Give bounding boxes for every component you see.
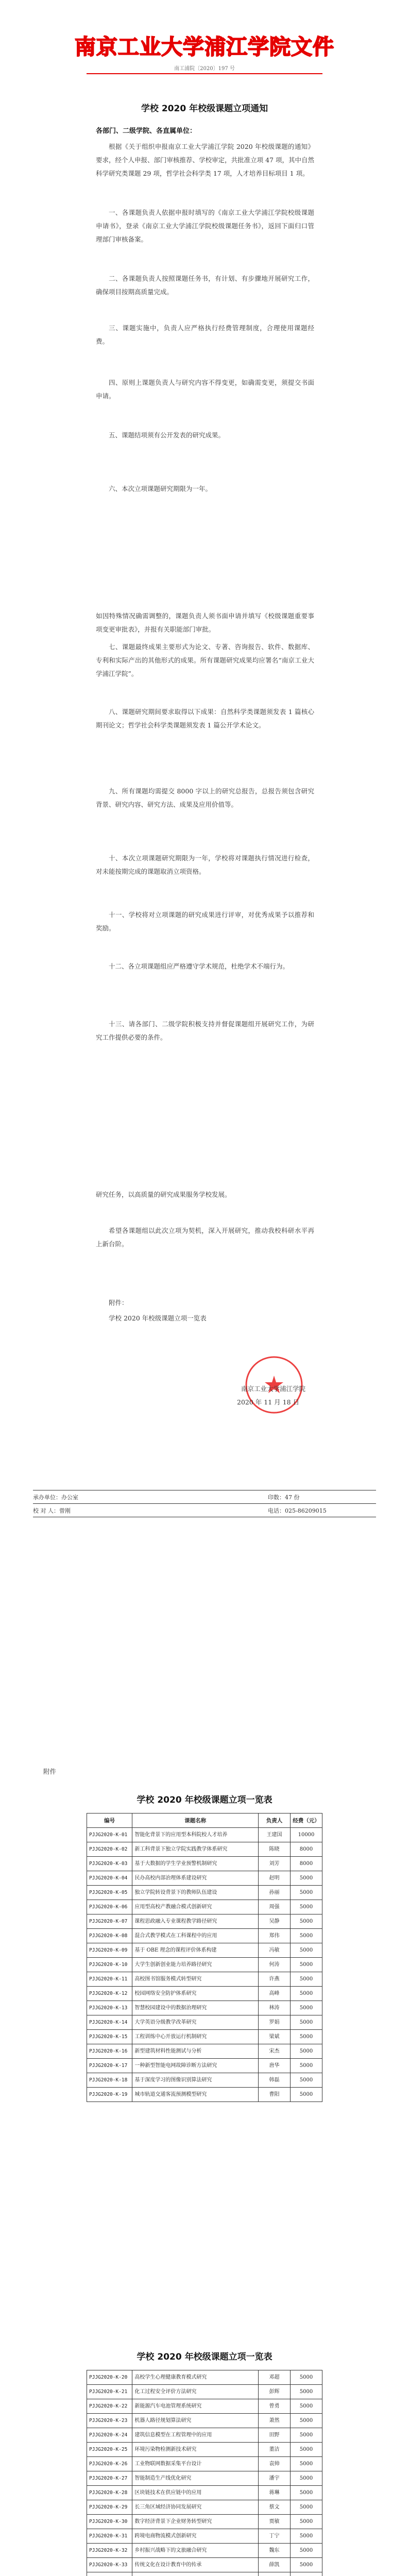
project-leader: 曹阳	[259, 2088, 291, 2102]
table-row	[87, 2370, 322, 2385]
project-name: 数字经济背景下企业财务转型研究	[132, 2515, 259, 2529]
table-row	[87, 1886, 322, 1900]
notice-paragraph: 六、本次立项课题研究期限为一年。	[109, 485, 212, 493]
footer-proofreader: 校 对 人：曾刚	[33, 1507, 71, 1514]
project-funding: 5000	[291, 2414, 322, 2428]
project-code: PJJG2020-K-17	[87, 2059, 132, 2073]
notice-page-2	[0, 579, 409, 1157]
table-row	[87, 2059, 322, 2073]
project-leader: 董洁	[259, 2443, 291, 2457]
project-name: 工程训练中心开放运行机制研究	[132, 2030, 259, 2044]
project-funding: 5000	[291, 2558, 322, 2572]
project-code: PJJG2020-K-15	[87, 2030, 132, 2044]
table-row	[87, 2044, 322, 2059]
project-name: 民办高校内部治理体系建设研究	[132, 1871, 259, 1886]
project-funding: 5000	[291, 2030, 322, 2044]
project-funding: 5000	[291, 1943, 322, 1958]
notice-paragraph: 十二、各立项课题组应严格遵守学术规范，杜绝学术不端行为。	[109, 962, 289, 970]
project-name: 乡村振兴战略下的文旅融合研究	[132, 2544, 259, 2558]
project-name: 环境污染物检测新技术研究	[132, 2443, 259, 2457]
project-funding: 5000	[291, 1929, 322, 1943]
project-name: 应用型高校产教融合模式创新研究	[132, 1900, 259, 1914]
project-leader: 郑伟	[259, 1929, 291, 1943]
project-funding: 5000	[291, 2015, 322, 2030]
project-code	[87, 2572, 132, 2576]
footer-department: 承办单位：办公室	[33, 1494, 78, 1501]
project-name: 建筑信息模型在工程管理中的应用	[132, 2428, 259, 2443]
project-leader: 许燕	[259, 1972, 291, 1987]
project-leader: 刘芳	[259, 1857, 291, 1871]
project-funding: 5000	[291, 2515, 322, 2529]
table-row	[87, 1900, 322, 1914]
project-name: 城市轨道交通客流预测模型研究	[132, 2088, 259, 2102]
document-number: 南工浦院〔2020〕197 号	[174, 66, 235, 72]
project-code: PJJG2020-K-26	[87, 2457, 132, 2471]
column-header: 编号	[87, 1814, 132, 1828]
table-row	[87, 2500, 322, 2515]
notice-paragraph: 九、所有课题均需提交 8000 字以上的研究总报告，总报告须包含研究背景、研究内容、研究方法、成果及应用价值等。	[96, 787, 314, 808]
project-code: PJJG2020-K-02	[87, 1842, 132, 1857]
project-leader: 王建国	[259, 1828, 291, 1842]
project-name: 独立学院转设背景下的教师队伍建设	[132, 1886, 259, 1900]
project-code: PJJG2020-K-09	[87, 1943, 132, 1958]
header-divider	[87, 73, 322, 74]
attachment-link[interactable]: 学校 2020 年校级课题立项一览表	[109, 1314, 207, 1322]
project-name: 机器人路径规划算法研究	[132, 2414, 259, 2428]
notice-title: 学校 2020 年校级课题立项通知	[141, 104, 268, 114]
table-row	[87, 2073, 322, 2088]
project-code: PJJG2020-K-06	[87, 1900, 132, 1914]
project-name: 区块链技术在供应链中的应用	[132, 2486, 259, 2500]
notice-paragraph: 十一、学校将对立项课题的研究成果进行评审，对优秀成果予以推荐和奖励。	[96, 911, 314, 932]
project-leader: 袁帅	[259, 2457, 291, 2471]
project-leader: 蒋琳	[259, 2486, 291, 2500]
project-leader: 彭辉	[259, 2385, 291, 2399]
project-funding: 5000	[291, 2428, 322, 2443]
project-table	[87, 1813, 322, 2102]
project-code: PJJG2020-K-22	[87, 2399, 132, 2414]
project-code: PJJG2020-K-33	[87, 2558, 132, 2572]
table-row	[87, 2443, 322, 2457]
table-row	[87, 2015, 322, 2030]
appendix-page-2	[0, 2314, 409, 2576]
project-code: PJJG2020-K-31	[87, 2529, 132, 2544]
project-leader: 潘宇	[259, 2471, 291, 2486]
project-leader: 薛凯	[259, 2558, 291, 2572]
project-funding: 5000	[291, 1972, 322, 1987]
table-row	[87, 1972, 322, 1987]
notice-paragraph: 二、各课题负责人按照课题任务书，有计划、有步骤地开展研究工作，确保项目按期高质量完成。	[96, 275, 314, 296]
salutation: 各部门、二级学院、各直属单位：	[96, 127, 197, 135]
notice-paragraph: 十三、请各部门、二级学院积极支持并督促课题组开展研究工作，为研究工作提供必要的条件。	[96, 1020, 314, 1041]
project-funding: 5000	[291, 2471, 322, 2486]
project-funding: 5000	[291, 2544, 322, 2558]
table-row	[87, 1914, 322, 1929]
table-row	[87, 2399, 322, 2414]
project-leader: 陈晓	[259, 1842, 291, 1857]
project-name: 新能源汽车电池管理系统研究	[132, 2399, 259, 2414]
project-code: PJJG2020-K-12	[87, 1987, 132, 2001]
project-funding: 5000	[291, 2457, 322, 2471]
table-row	[87, 1828, 322, 1842]
notice-page-3	[0, 1157, 409, 1736]
appendix-page-1	[0, 1736, 409, 2314]
project-code: PJJG2020-K-28	[87, 2486, 132, 2500]
project-leader: 宋杰	[259, 2044, 291, 2059]
project-funding: 8000	[291, 1842, 322, 1857]
project-name: 跨境电商物流模式创新研究	[132, 2529, 259, 2544]
column-header: 负责人	[259, 1814, 291, 1828]
project-leader: 田野	[259, 2428, 291, 2443]
project-code: PJJG2020-K-10	[87, 1958, 132, 1972]
project-name: 智能化背景下的应用型本科院校人才培养	[132, 1828, 259, 1842]
notice-paragraph: 四、原则上课题负责人与研究内容不得变更，如确需变更，须提交书面申请。	[96, 379, 314, 400]
project-name	[132, 2572, 259, 2576]
table-row	[87, 2558, 322, 2572]
project-code: PJJG2020-K-21	[87, 2385, 132, 2399]
notice-paragraph: 十、本次立项课题研究期限为一年，学校将对课题执行情况进行检查，对未能按期完成的课题取消立项资格。	[96, 854, 314, 875]
appendix-title: 学校 2020 年校级课题立项一览表	[137, 1795, 272, 1805]
project-funding: 5000	[291, 1871, 322, 1886]
project-name: 工业物联网数据采集平台设计	[132, 2457, 259, 2471]
project-code: PJJG2020-K-08	[87, 1929, 132, 1943]
table-row	[87, 1857, 322, 1871]
project-leader: 冯敏	[259, 1943, 291, 1958]
project-funding: 5000	[291, 2500, 322, 2515]
project-code: PJJG2020-K-19	[87, 2088, 132, 2102]
notice-paragraph: 根据《关于组织申报南京工业大学浦江学院 2020 年校级课题的通知》要求，经个人申报、部门审核推荐、学校审定，共批准立项 47 项，其中自然科学研究类课题 29 项，哲学社会科学类 17 项，人才培养目标项目 1 项。	[96, 143, 314, 177]
project-name: 高校图书馆服务模式转型研究	[132, 1972, 259, 1987]
project-funding: 5000	[291, 1987, 322, 2001]
table-row	[87, 1871, 322, 1886]
project-funding: 5000	[291, 1886, 322, 1900]
document-header-title: 南京工业大学浦江学院文件	[75, 35, 334, 59]
project-code: PJJG2020-K-01	[87, 1828, 132, 1842]
project-leader: 何涛	[259, 1958, 291, 1972]
project-funding: 5000	[291, 2001, 322, 2015]
table-row	[87, 1958, 322, 1972]
table-row	[87, 2529, 322, 2544]
project-funding: 5000	[291, 2529, 322, 2544]
project-name: 基于 OBE 理念的课程评价体系构建	[132, 1943, 259, 1958]
table-row	[87, 2414, 322, 2428]
project-name: 一种新型智能电网故障诊断方法研究	[132, 2059, 259, 2073]
project-funding: 8000	[291, 1857, 322, 1871]
table-row	[87, 2457, 322, 2471]
project-name: 长三角区域经济协同发展研究	[132, 2500, 259, 2515]
table-row	[87, 2515, 322, 2529]
project-name: 智能制造生产线优化研究	[132, 2471, 259, 2486]
project-name: 新型建筑材料性能测试与分析	[132, 2044, 259, 2059]
project-leader: 曾勇	[259, 2399, 291, 2414]
project-name: 化工过程安全评价方法研究	[132, 2385, 259, 2399]
signer: 南京工业大学浦江学院	[241, 1385, 306, 1393]
project-leader: 吴静	[259, 1914, 291, 1929]
project-name: 大学生创新创业能力培养路径研究	[132, 1958, 259, 1972]
notice-paragraph: 三、课题实施中，负责人应严格执行经费管理制度，合理使用课题经费。	[96, 324, 314, 345]
notice-paragraph: 七、课题最终成果主要形式为论文、专著、咨询报告、软件、数据库、专利和实际产出的其他形式的成果。所有课题研究成果均应署名“南京工业大学浦江学院”。	[96, 643, 314, 677]
project-code: PJJG2020-K-32	[87, 2544, 132, 2558]
project-code: PJJG2020-K-23	[87, 2414, 132, 2428]
project-funding: 5000	[291, 2370, 322, 2385]
table-row	[87, 1842, 322, 1857]
project-leader: 蔡文	[259, 2500, 291, 2515]
project-leader: 魏东	[259, 2544, 291, 2558]
project-name: 传统文化在设计教育中的传承	[132, 2558, 259, 2572]
attachment-label: 附件：	[109, 1299, 128, 1307]
project-leader: 韩磊	[259, 2073, 291, 2088]
project-code: PJJG2020-K-18	[87, 2073, 132, 2088]
project-code: PJJG2020-K-07	[87, 1914, 132, 1929]
table-row	[87, 2486, 322, 2500]
project-funding: 5000	[291, 2486, 322, 2500]
project-code: PJJG2020-K-27	[87, 2471, 132, 2486]
appendix-title: 学校 2020 年校级课题立项一览表	[137, 2352, 272, 2362]
project-code: PJJG2020-K-16	[87, 2044, 132, 2059]
project-leader: 林涛	[259, 2001, 291, 2015]
notice-paragraph: 如因特殊情况确需调整的，课题负责人须书面申请并填写《校级课题重要事项变更审批表》，并报有关职能部门审批。	[96, 612, 314, 633]
column-header: 经费（元）	[291, 1814, 322, 1828]
project-leader: 孙丽	[259, 1886, 291, 1900]
project-name: 校园网络安全防护体系研究	[132, 1987, 259, 2001]
project-funding: 5000	[291, 2059, 322, 2073]
project-leader: 罗娟	[259, 2015, 291, 2030]
project-table	[87, 2370, 322, 2576]
project-code: PJJG2020-K-24	[87, 2428, 132, 2443]
notice-paragraph: 五、课题结项须有公开发表的研究成果。	[109, 431, 225, 439]
project-leader: 唐华	[259, 2059, 291, 2073]
project-code: PJJG2020-K-14	[87, 2015, 132, 2030]
column-header: 课题名称	[132, 1814, 259, 1828]
project-code: PJJG2020-K-13	[87, 2001, 132, 2015]
project-leader: 高峰	[259, 1987, 291, 2001]
project-funding: 5000	[291, 2385, 322, 2399]
table-row	[87, 2428, 322, 2443]
project-name: 新工科背景下独立学院实践教学体系研究	[132, 1842, 259, 1857]
table-row	[87, 2001, 322, 2015]
project-code: PJJG2020-K-29	[87, 2500, 132, 2515]
project-leader: 贾敏	[259, 2515, 291, 2529]
project-name: 混合式教学模式在工科课程中的应用	[132, 1929, 259, 1943]
project-code: PJJG2020-K-04	[87, 1871, 132, 1886]
project-leader: 萧然	[259, 2414, 291, 2428]
project-code: PJJG2020-K-30	[87, 2515, 132, 2529]
table-row	[87, 2544, 322, 2558]
project-funding: 5000	[291, 2399, 322, 2414]
project-name: 大学英语分级教学改革研究	[132, 2015, 259, 2030]
notice-paragraph: 一、各课题负责人依据申报时填写的《南京工业大学浦江学院校级课题申请书》，登录《南京工业大学浦江学院校级课题任务书》，返回下面归口管理部门审核备案。	[96, 209, 314, 243]
project-funding: 5000	[291, 1914, 322, 1929]
project-name: 高校学生心理健康教育模式研究	[132, 2370, 259, 2385]
table-row	[87, 2471, 322, 2486]
project-code: PJJG2020-K-11	[87, 1972, 132, 1987]
sign-date: 2020 年 11 月 18 日	[237, 1398, 299, 1406]
table-row	[87, 2088, 322, 2102]
project-leader	[259, 2572, 291, 2576]
table-header-row	[87, 1814, 322, 1828]
project-funding: 5000	[291, 2073, 322, 2088]
notice-page-1	[0, 0, 409, 579]
notice-paragraph: 希望各课题组以此次立项为契机，深入开展研究，推动我校科研水平再上新台阶。	[96, 1227, 314, 1248]
table-row	[87, 1929, 322, 1943]
project-funding: 5000	[291, 2044, 322, 2059]
notice-paragraph: 八、课题研究期间要求取得以下成果：自然科学类课题须发表 1 篇核心期刊论文；哲学社会科学类课题须发表 1 篇公开学术论文。	[96, 708, 314, 729]
project-funding: 5000	[291, 2443, 322, 2457]
table-row	[87, 2030, 322, 2044]
table-row	[87, 2572, 322, 2576]
project-leader: 梁斌	[259, 2030, 291, 2044]
table-row	[87, 1987, 322, 2001]
project-code: PJJG2020-K-20	[87, 2370, 132, 2385]
project-funding: 5000	[291, 2088, 322, 2102]
project-funding: 5000	[291, 1900, 322, 1914]
project-code: PJJG2020-K-25	[87, 2443, 132, 2457]
project-funding: 10000	[291, 1828, 322, 1842]
project-funding	[291, 2572, 322, 2576]
project-code: PJJG2020-K-05	[87, 1886, 132, 1900]
table-row	[87, 2385, 322, 2399]
project-leader: 赵明	[259, 1871, 291, 1886]
notice-paragraph: 研究任务，以高质量的研究成果服务学校发展。	[96, 1191, 231, 1198]
project-code: PJJG2020-K-03	[87, 1857, 132, 1871]
footer-phone: 电话：025-86209015	[268, 1507, 327, 1514]
project-name: 智慧校园建设中的数据治理研究	[132, 2001, 259, 2015]
project-leader: 邓超	[259, 2370, 291, 2385]
table-row	[87, 1943, 322, 1958]
project-name: 基于深度学习的图像识别算法研究	[132, 2073, 259, 2088]
footer-rule	[33, 1503, 376, 1504]
project-funding: 5000	[291, 1958, 322, 1972]
footer-copies: 印数：47 份	[268, 1494, 300, 1501]
project-leader: 周强	[259, 1900, 291, 1914]
project-leader: 丁宁	[259, 2529, 291, 2544]
project-name: 基于大数据的学生学业预警机制研究	[132, 1857, 259, 1871]
appendix-tag: 附件	[43, 1768, 57, 1775]
project-name: 课程思政融入专业课程教学路径研究	[132, 1914, 259, 1929]
